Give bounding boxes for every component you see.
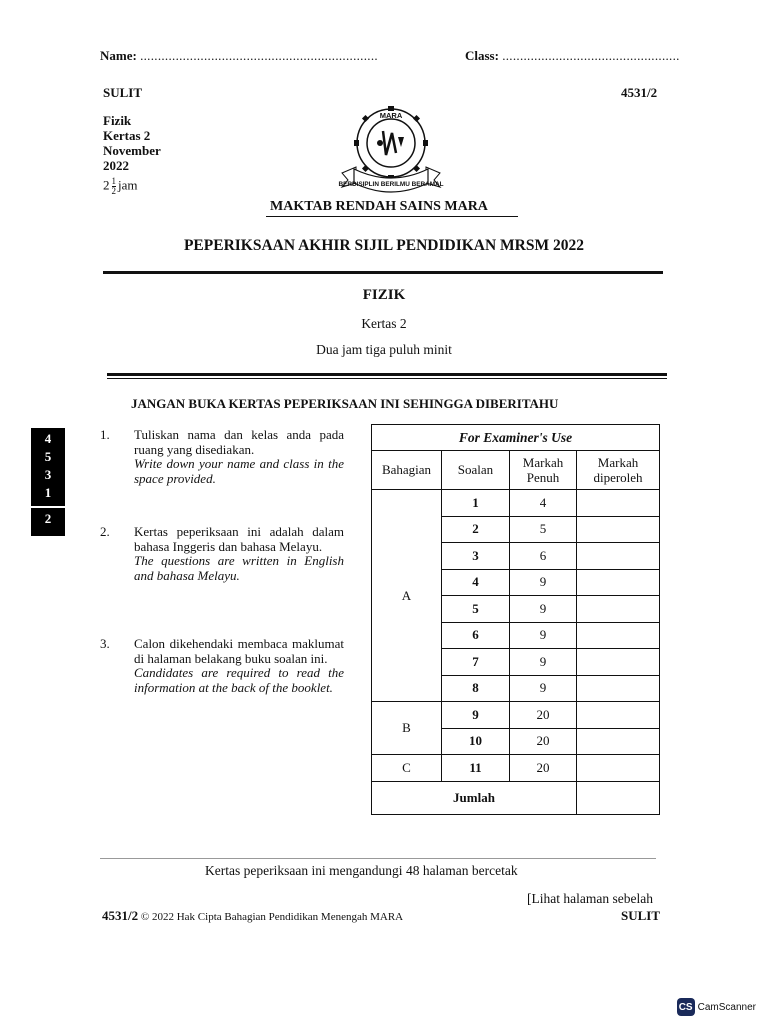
marks-obtained-cell[interactable]	[577, 622, 660, 649]
side-tab-paper-number: 2	[44, 511, 52, 526]
paper-meta	[103, 113, 161, 196]
name-dots: ...................................................................	[140, 48, 378, 63]
duration-fraction	[112, 177, 117, 196]
institution-name: MAKTAB RENDAH SAINS MARA	[270, 199, 488, 214]
question-number: 2	[442, 516, 510, 543]
question-number: 6	[442, 622, 510, 649]
section-label: B	[372, 702, 442, 755]
instruction-malay: Tuliskan nama dan kelas anda pada ruang yang disediakan.	[134, 427, 344, 457]
class-dots: ..................................................	[502, 48, 680, 63]
turn-over-text: [Lihat halaman sebelah	[527, 891, 653, 906]
warning-text: JANGAN BUKA KERTAS PEPERIKSAAN INI SEHINGGA DIBERITAHU	[131, 396, 559, 411]
camscanner-icon: CS	[677, 998, 695, 1016]
logo-banner-text: BERDISIPLIN BERILMU BERAMAL	[338, 181, 444, 188]
footer-copyright: © 2022 Hak Cipta Bahagian Pendidikan Menengah MARA	[140, 911, 404, 923]
instruction-number: 2.	[100, 524, 110, 539]
subject-title: FIZIK	[362, 287, 406, 303]
instruction-item	[100, 525, 344, 583]
side-tab-digit: 3	[44, 467, 52, 482]
full-marks: 4	[510, 490, 577, 517]
duration-text: Dua jam tiga puluh minit	[316, 342, 452, 357]
instruction-number: 1.	[100, 427, 110, 442]
marks-obtained-cell[interactable]	[577, 702, 660, 729]
instruction-malay: Kertas peperiksaan ini adalah dalam bahasa Inggeris dan bahasa Melayu.	[134, 524, 344, 554]
footer-copyright-line	[102, 908, 403, 924]
marks-obtained-cell[interactable]	[577, 490, 660, 517]
marks-obtained-cell[interactable]	[577, 649, 660, 676]
question-number: 1	[442, 490, 510, 517]
meta-month: November	[103, 143, 161, 158]
name-label: Name:	[100, 48, 137, 63]
class-field	[465, 48, 680, 64]
question-number: 5	[442, 596, 510, 623]
instruction-english: The questions are written in English and bahasa Melayu.	[134, 553, 344, 583]
paper-title: Kertas 2	[361, 316, 407, 331]
header-markah-diperoleh: Markah diperoleh	[577, 451, 660, 490]
full-marks: 20	[510, 702, 577, 729]
side-tab-digit: 1	[44, 485, 52, 500]
marks-obtained-cell[interactable]	[577, 596, 660, 623]
full-marks: 9	[510, 675, 577, 702]
full-marks: 20	[510, 755, 577, 782]
total-marks-cell[interactable]	[577, 781, 660, 814]
duration-denominator: 2	[111, 186, 116, 196]
instruction-malay: Calon dikehendaki membaca maklumat di halaman belakang buku soalan ini.	[134, 636, 344, 666]
footer-classification: SULIT	[621, 908, 661, 923]
full-marks: 6	[510, 543, 577, 570]
meta-subject: Fizik	[103, 113, 132, 128]
question-number: 10	[442, 728, 510, 755]
instruction-english: Candidates are required to read the information at the back of the booklet.	[134, 665, 344, 695]
full-marks: 20	[510, 728, 577, 755]
question-number: 3	[442, 543, 510, 570]
exam-title: PEPERIKSAAN AKHIR SIJIL PENDIDIKAN MRSM 2022	[183, 237, 585, 254]
marks-obtained-cell[interactable]	[577, 569, 660, 596]
warning-rule-thick	[107, 373, 667, 376]
warning-rule-thin	[107, 378, 667, 379]
section-label: A	[372, 490, 442, 702]
footer-rule	[100, 858, 656, 859]
duration-whole: 2	[103, 177, 110, 193]
question-number: 8	[442, 675, 510, 702]
side-tab-digit: 4	[44, 431, 52, 446]
marks-obtained-cell[interactable]	[577, 755, 660, 782]
paper-code-top: 4531/2	[621, 85, 658, 100]
page-count-text: Kertas peperiksaan ini mengandungi 48 halaman bercetak	[205, 863, 518, 878]
duration-unit: jam	[118, 177, 138, 193]
mrsm-logo-icon	[336, 103, 446, 201]
instruction-english: Write down your name and class in the space provided.	[134, 456, 344, 486]
mrsm-logo	[336, 103, 446, 201]
question-number: 7	[442, 649, 510, 676]
total-label: Jumlah	[372, 781, 577, 814]
header-markah-penuh: Markah Penuh	[510, 451, 577, 490]
footer-code: 4531/2	[102, 908, 139, 923]
side-tab-code	[31, 428, 65, 506]
meta-year: 2022	[103, 158, 129, 173]
question-number: 9	[442, 702, 510, 729]
marks-obtained-cell[interactable]	[577, 543, 660, 570]
class-label: Class:	[465, 48, 499, 63]
section-label: C	[372, 755, 442, 782]
header-bahagian: Bahagian	[372, 451, 442, 490]
name-field	[100, 48, 378, 64]
meta-duration	[103, 177, 161, 196]
camscanner-watermark	[677, 998, 756, 1016]
header-soalan: Soalan	[442, 451, 510, 490]
duration-numerator: 1	[111, 176, 116, 186]
full-marks: 9	[510, 622, 577, 649]
instruction-item	[100, 428, 344, 486]
examiner-table-title: For Examiner's Use	[372, 425, 660, 451]
marks-obtained-cell[interactable]	[577, 728, 660, 755]
question-number: 11	[442, 755, 510, 782]
meta-paper: Kertas 2	[103, 128, 151, 143]
full-marks: 5	[510, 516, 577, 543]
full-marks: 9	[510, 569, 577, 596]
instruction-item	[100, 637, 344, 695]
classification-top: SULIT	[103, 85, 143, 100]
side-tab-paper	[31, 508, 65, 536]
instruction-number: 3.	[100, 636, 110, 651]
logo-top-text: MARA	[379, 111, 403, 120]
marks-obtained-cell[interactable]	[577, 516, 660, 543]
full-marks: 9	[510, 596, 577, 623]
side-tab-digit: 5	[44, 449, 52, 464]
full-marks: 9	[510, 649, 577, 676]
institution-underline	[266, 216, 518, 217]
examiner-table	[371, 424, 660, 815]
title-rule	[103, 271, 663, 274]
camscanner-label: CamScanner	[697, 1001, 756, 1013]
question-number: 4	[442, 569, 510, 596]
marks-obtained-cell[interactable]	[577, 675, 660, 702]
